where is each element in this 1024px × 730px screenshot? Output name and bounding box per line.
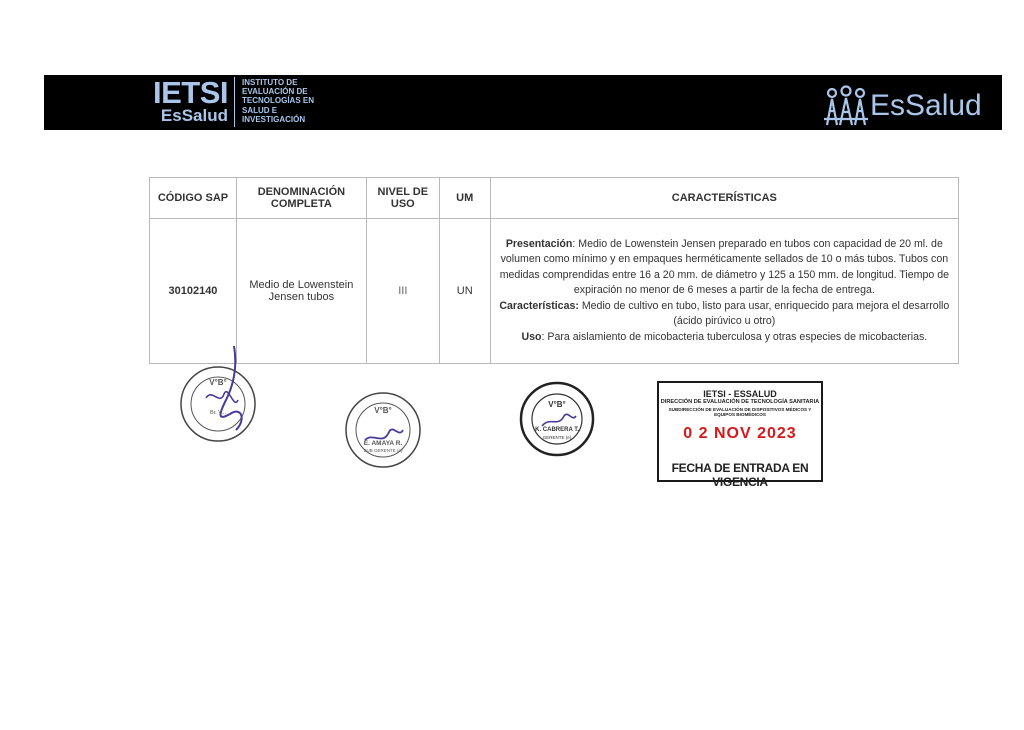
seal-1-name: Br. V...	[209, 410, 226, 416]
seal-2-name: E. AMAYA R.	[363, 440, 403, 447]
entry-date-stamp	[657, 381, 823, 489]
seal-3-graphic	[518, 380, 596, 458]
seal-3-vb: V°B°	[548, 400, 566, 409]
stamp-date: 0 2 NOV 2023	[683, 425, 797, 442]
table-row	[150, 219, 959, 364]
presentacion-text: : Medio de Lowenstein Jensen preparado en tubos con capacidad de 20 ml. de volumen como mínimo y en empaques herméticamente sellados de 10 o más tubos. Tubos con medidas comprendidas entre 16 a 20 mm. de diámetro y 125 a 150 mm. de longitud. Tiempo de expiración no menor de 6 meses a partir de la fecha de entrega.	[499, 237, 949, 297]
seal-2	[343, 390, 423, 470]
header-um: UM	[439, 178, 490, 219]
stamp-footer: FECHA DE ENTRADA EN VIGENCIA	[671, 461, 809, 489]
institute-line: INVESTIGACIÓN	[242, 114, 306, 124]
caracteristicas-text: Medio de cultivo en tubo, listo para usar, enriquecido para mejora el desarrollo (ácido pirúvico u otro)	[578, 299, 950, 328]
cell-caracteristicas	[490, 219, 958, 364]
logo-divider	[234, 77, 235, 127]
denominacion-text: Medio de Lowenstein Jensen tubos	[249, 279, 354, 303]
seal-2-vb: V°B°	[374, 406, 392, 415]
stamp-line-3: SUBDIRECCIÓN DE EVALUACIÓN DE DISPOSITIVOS MÉDICOS Y EQUIPOS BIOMÉDICOS	[668, 407, 812, 417]
uso-label: Uso	[521, 330, 542, 343]
seal-1-graphic	[176, 340, 260, 450]
specification-table	[149, 177, 959, 364]
header-denominacion: DENOMINACIÓN COMPLETA	[236, 178, 366, 219]
institute-line: SALUD E	[242, 105, 278, 115]
presentacion-label: Presentación	[505, 237, 573, 250]
ietsi-logo-word: IETSI	[152, 75, 228, 110]
header-banner	[44, 75, 1002, 130]
institute-line: INSTITUTO DE	[242, 78, 298, 87]
essalud-logo	[824, 83, 982, 127]
header-nivel: NIVEL DE USO	[366, 178, 439, 219]
seal-2-graphic	[343, 390, 423, 470]
cell-nivel: III	[366, 219, 439, 364]
cell-codigo: 30102140	[150, 219, 237, 364]
institute-name	[242, 78, 332, 124]
family-icon	[824, 85, 870, 129]
institute-line: TECNOLOGÍAS EN	[242, 96, 315, 106]
table-header-row	[150, 178, 959, 219]
seal-3-role: GERENTE (e)	[542, 435, 572, 440]
seal-3	[518, 380, 596, 458]
uso-text: : Para aislamiento de micobacteria tuberculosa y otras especies de micobacterias.	[541, 330, 928, 343]
ietsi-logo-sub: EsSalud	[160, 106, 228, 125]
caracteristicas-label: Características:	[499, 299, 579, 312]
seal-1-vb: V°B°	[209, 378, 227, 387]
seal-1	[176, 340, 260, 450]
essalud-logo-word: EsSalud	[870, 89, 982, 122]
seal-2-role: SUB GERENTE (e)	[363, 448, 403, 453]
header-codigo: CÓDIGO SAP	[150, 178, 237, 219]
institute-line: EVALUACIÓN DE	[242, 87, 308, 97]
seal-3-name: K. CABRERA T.	[535, 427, 579, 433]
stamp-line-2: DIRECCIÓN DE EVALUACIÓN DE TECNOLOGÍA SANITARIA	[660, 399, 820, 405]
stamp-line-1: IETSI - ESSALUD	[703, 389, 777, 399]
cell-um: UN	[439, 219, 490, 364]
ietsi-logo	[136, 77, 232, 129]
header-caracteristicas: CARACTERÍSTICAS	[490, 178, 958, 219]
